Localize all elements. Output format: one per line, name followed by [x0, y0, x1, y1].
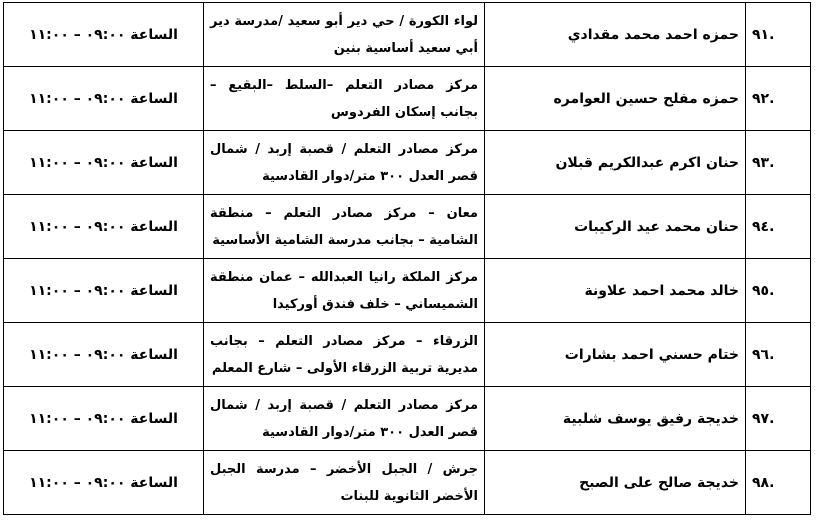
table-row	[4, 259, 811, 323]
table-row	[4, 387, 811, 451]
person-name: ختام حسني احمد بشارات	[485, 323, 746, 387]
table-row	[4, 3, 811, 67]
row-number: .٩٤	[746, 195, 811, 259]
exam-time: الساعة ٠٩:٠٠ – ١١:٠٠	[4, 323, 204, 387]
exam-location: مركز الملكة رانيا العبدالله – عمان منطقة الشميساني – خلف فندق أوركيدا	[204, 259, 485, 323]
person-name: خديجة صالح على الصبح	[485, 451, 746, 515]
row-number: .٩٣	[746, 131, 811, 195]
person-name: حمزه احمد محمد مقدادي	[485, 3, 746, 67]
row-number: .٩٧	[746, 387, 811, 451]
person-name: خديجة رفيق يوسف شلبية	[485, 387, 746, 451]
row-number: .٩٥	[746, 259, 811, 323]
exam-location: مركز مصادر التعلم –السلط –البقيع –بجانب إسكان الفردوس	[204, 67, 485, 131]
exam-time: الساعة ٠٩:٠٠ – ١١:٠٠	[4, 259, 204, 323]
exam-time: الساعة ٠٩:٠٠ – ١١:٠٠	[4, 451, 204, 515]
exam-time: الساعة ٠٩:٠٠ – ١١:٠٠	[4, 67, 204, 131]
table-row	[4, 451, 811, 515]
exam-time: الساعة ٠٩:٠٠ – ١١:٠٠	[4, 387, 204, 451]
row-number: .٩١	[746, 3, 811, 67]
table-row	[4, 67, 811, 131]
exam-time: الساعة ٠٩:٠٠ – ١١:٠٠	[4, 3, 204, 67]
exam-location: معان – مركز مصادر التعلم – منطقة الشامية – بجانب مدرسة الشامية الأساسية	[204, 195, 485, 259]
table-row	[4, 323, 811, 387]
row-number: .٩٢	[746, 67, 811, 131]
exam-location: لواء الكورة / حي دير أبو سعيد /مدرسة دير أبي سعيد أساسية بنين	[204, 3, 485, 67]
person-name: حمزه مفلح حسين العوامره	[485, 67, 746, 131]
person-name: حنان اكرم عبدالكريم قبلان	[485, 131, 746, 195]
person-name: خالد محمد احمد علاونة	[485, 259, 746, 323]
row-number: .٩٦	[746, 323, 811, 387]
exam-location: الزرقاء – مركز مصادر التعلم – بجانب مديرية تربية الزرقاء الأولى – شارع المعلم	[204, 323, 485, 387]
schedule-table	[3, 2, 811, 515]
exam-location: مركز مصادر التعلم / قصبة إربد / شمال قصر العدل ٣٠٠ متر/دوار القادسية	[204, 131, 485, 195]
person-name: حنان محمد عيد الركيبات	[485, 195, 746, 259]
table-row	[4, 195, 811, 259]
exam-location: جرش / الجبل الأخضر – مدرسة الجبل الأخضر الثانوية للبنات	[204, 451, 485, 515]
exam-time: الساعة ٠٩:٠٠ – ١١:٠٠	[4, 131, 204, 195]
exam-location: مركز مصادر التعلم / قصبة إربد / شمال قصر العدل ٣٠٠ متر/دوار القادسية	[204, 387, 485, 451]
row-number: .٩٨	[746, 451, 811, 515]
table-row	[4, 131, 811, 195]
exam-time: الساعة ٠٩:٠٠ – ١١:٠٠	[4, 195, 204, 259]
